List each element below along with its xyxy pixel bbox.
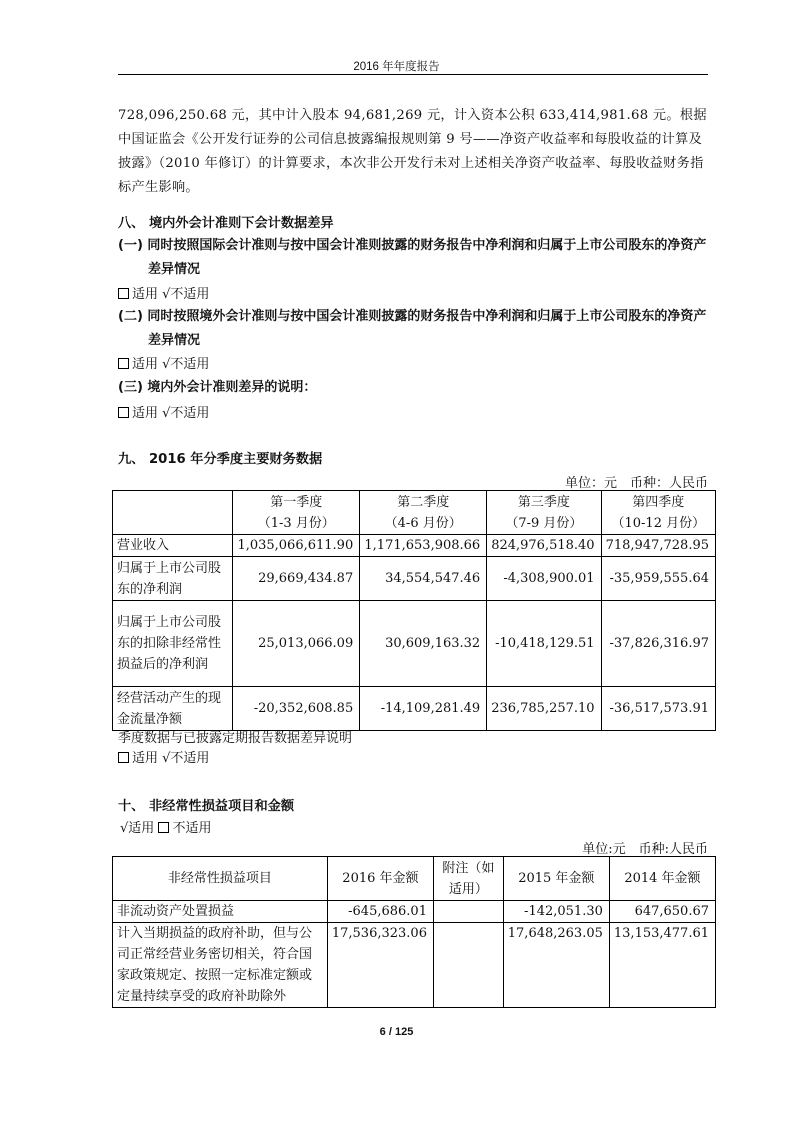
section-8-title: 八、 境内外会计准则下会计数据差异 [118,216,334,231]
table-cell: 647,650.67 [609,901,715,923]
section-9-title: 九、 2016 年分季度主要财务数据 [118,452,323,467]
check-text: 适用 √不适用 [132,406,210,421]
table-header-cell: 附注（如适用） [433,857,503,901]
table-cell: 824,976,518.40 [487,535,601,557]
page-number: 6 / 125 [379,1026,414,1038]
table-cell: -645,686.01 [327,901,433,923]
section-8-sub3: (三) 境内外会计准则差异的说明： [118,380,317,395]
section-9-unit: 单位：元 币种：人民币 [564,476,708,491]
table-row [113,601,716,687]
check-text: 不适用 [172,821,212,836]
section-8-sub2-text: (二) 同时按照境外会计准则与按中国会计准则披露的财务报告中净利润和归属于上市公司股东的净资产差异情况 [118,309,707,348]
header-line: 第四季度 [632,494,685,510]
table-header-cell: 2014 年金额 [609,857,715,901]
table-cell [113,491,233,535]
table-cell: 25,013,066.09 [233,601,360,687]
table-cell [433,901,503,923]
table-cell [433,923,503,1008]
table-cell: -4,308,900.01 [487,557,601,601]
table-row [113,557,716,601]
quarterly-table [112,490,716,731]
section-9-note-check [118,747,209,766]
header-line: （10-12 月份） [611,515,706,531]
table-cell: 236,785,257.10 [487,687,601,731]
row-label: 非流动资产处置损益 [113,901,328,923]
row-label: 经营活动产生的现金流量净额 [113,687,233,731]
section-10-title: 十、 非经常性损益项目和金额 [118,799,295,814]
table-header-cell [360,491,487,535]
non-recurring-table [112,856,716,1008]
page-header: 2016 年年度报告 [353,61,440,73]
table-cell: 1,171,653,908.66 [360,535,487,557]
table-cell: 718,947,728.95 [601,535,715,557]
section-8-sub2-check [118,353,209,372]
row-label: 归属于上市公司股东的净利润 [113,557,233,601]
table-row [113,535,716,557]
header-line: （4-6 月份） [384,515,462,531]
table-cell: 17,648,263.05 [503,923,609,1008]
checkbox-icon [118,288,129,299]
table-header-row [113,491,716,535]
table-header-cell [601,491,715,535]
header-line: （7-9 月份） [505,515,583,531]
table-header-cell [233,491,360,535]
table-cell: -20,352,608.85 [233,687,360,731]
table-cell: -35,959,555.64 [601,557,715,601]
header-line: 第一季度 [270,494,323,510]
section-8-sub1 [118,234,710,282]
section-9-note: 季度数据与已披露定期报告数据差异说明 [118,731,353,746]
section-8-sub3-check [118,402,209,421]
check-text: √适用 [120,821,155,836]
table-cell: -37,826,316.97 [601,601,715,687]
checkbox-icon [118,407,129,418]
table-cell: -14,109,281.49 [360,687,487,731]
checkbox-icon [118,358,129,369]
table-cell: 29,669,434.87 [233,557,360,601]
header-line: 第三季度 [517,494,570,510]
table-row [113,901,716,923]
table-header-cell: 2016 年金额 [327,857,433,901]
header-rule [118,74,708,75]
section-10-unit: 单位:元 币种:人民币 [582,842,708,857]
header-line: （1-3 月份） [257,515,335,531]
intro-paragraph: 728,096,250.68 元，其中计入股本 94,681,269 元，计入资本公积 633,414,981.68 元。根据中国证监会《公开发行证券的公司信息披露编报规则第 9 号——净资产收益率和每股收益的计算及披露》（2010 年修订）的计算要求，本次非公开发行未对上述相关净资产收益率、每股收益财务指标产生影响。 [118,108,707,195]
table-header-row [113,857,716,901]
table-cell: -10,418,129.51 [487,601,601,687]
checkbox-icon [118,752,129,763]
table-row [113,687,716,731]
section-8-sub1-text: (一) 同时按照国际会计准则与按中国会计准则披露的财务报告中净利润和归属于上市公司股东的净资产差异情况 [118,238,707,277]
table-cell: 1,035,066,611.90 [233,535,360,557]
table-cell: 34,554,547.46 [360,557,487,601]
checkbox-icon [158,822,169,833]
table-cell: 30,609,163.32 [360,601,487,687]
table-cell: -36,517,573.91 [601,687,715,731]
section-8-sub2 [118,305,710,353]
header-line: 第二季度 [397,494,450,510]
table-cell: -142,051.30 [503,901,609,923]
table-row [113,923,716,1008]
table-cell: 13,153,477.61 [609,923,715,1008]
check-text: 适用 √不适用 [132,751,210,766]
table-header-cell [487,491,601,535]
section-10-check [120,817,211,836]
row-label: 归属于上市公司股东的扣除非经常性损益后的净利润 [113,601,233,687]
row-label: 计入当期损益的政府补助，但与公司正常经营业务密切相关，符合国家政策规定、按照一定标准定额或定量持续享受的政府补助除外 [113,923,328,1008]
row-label: 营业收入 [113,535,233,557]
table-header-cell: 2015 年金额 [503,857,609,901]
table-cell: 17,536,323.06 [327,923,433,1008]
check-text: 适用 √不适用 [132,357,210,372]
section-8-sub1-check [118,283,209,302]
check-text: 适用 √不适用 [132,287,210,302]
table-header-cell: 非经常性损益项目 [113,857,328,901]
